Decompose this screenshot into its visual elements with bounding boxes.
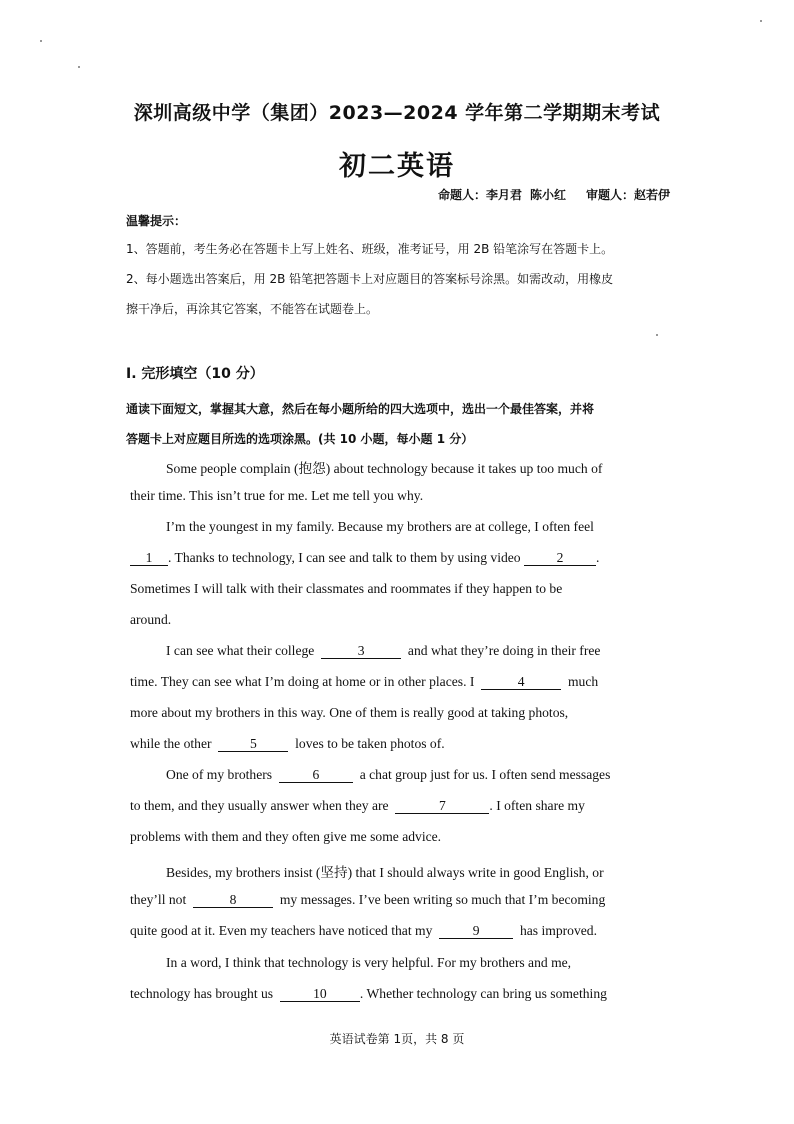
passage-text: they’ll not (130, 892, 187, 907)
passage-line (130, 550, 680, 566)
passage-line (130, 892, 680, 908)
passage-text: technology has brought us (130, 986, 274, 1001)
blank-7: 7 (395, 799, 489, 814)
instruction-line-1: 通读下面短文，掌握其大意，然后在每小题所给的四大选项中，选出一个最佳答案，并将 (126, 402, 595, 416)
passage-text: much (567, 674, 599, 689)
passage-text: loves to be taken photos of. (295, 736, 445, 751)
passage-line (130, 798, 680, 814)
instruction-line-2: 答题卡上对应题目所选的选项涂黑。(共 10 小题，每小题 1 分） (126, 432, 474, 446)
passage-line: problems with them and they often give me some advice. (130, 829, 442, 844)
blank-5: 5 (218, 737, 288, 752)
school-title: 深圳高级中学（集团）2023—2024 学年第二学期期末考试 (133, 102, 661, 124)
section-title: I. 完形填空（10 分） (126, 366, 264, 382)
passage-line: In a word, I think that technology is very helpful. For my brothers and me, (166, 955, 572, 970)
blank-3: 3 (321, 644, 401, 659)
tips-title: 温馨提示： (126, 214, 187, 228)
scan-speck (656, 334, 658, 336)
passage-text: my messages. I’ve been writing so much that I’m becoming (279, 892, 606, 907)
passage-text: has improved. (519, 923, 597, 938)
passage-line: their time. This isn’t true for me. Let me tell you why. (130, 488, 424, 503)
authors-line (430, 186, 670, 203)
passage-line (166, 643, 678, 659)
passage-text: . (596, 550, 600, 565)
reviewer-label: 审题人：赵若伊 (585, 188, 670, 202)
passage-line: more about my brothers in this way. One of them is really good at taking photos, (130, 705, 569, 720)
blank-2: 2 (524, 551, 596, 566)
passage-line (130, 674, 680, 690)
passage-line: I’m the youngest in my family. Because my brothers are at college, I often feel (166, 519, 594, 534)
passage-line: Sometimes I will talk with their classmates and roommates if they happen to be (130, 581, 563, 596)
passage-text: while the other (130, 736, 212, 751)
blank-6: 6 (279, 768, 353, 783)
passage-line (130, 986, 680, 1002)
passage-line: Besides, my brothers insist (坚持) that I should always write in good English, or (166, 865, 604, 880)
scan-speck (78, 66, 80, 68)
passage-text: to them, and they usually answer when they are (130, 798, 389, 813)
passage-text: . Whether technology can bring us something (359, 986, 607, 1001)
passage-text: a chat group just for us. I often send messages (359, 767, 611, 782)
blank-9: 9 (439, 924, 513, 939)
scan-speck (760, 20, 762, 22)
page-footer: 英语试卷第 1页，共 8 页 (329, 1032, 465, 1046)
tip-2-line-2: 擦干净后，再涂其它答案，不能答在试题卷上。 (126, 302, 379, 316)
tip-2-line-1: 2、每小题选出答案后，用 2B 铅笔把答题卡上对应题目的答案标号涂黑。如需改动，用橡皮 (126, 272, 614, 286)
setter-label: 命题人：李月君 (437, 188, 522, 202)
passage-text: . Thanks to technology, I can see and talk to them by using video (168, 550, 521, 565)
passage-line (130, 736, 680, 752)
tip-1: 1、答题前，考生务必在答题卡上写上姓名、班级，准考证号，用 2B 铅笔涂写在答题卡上。 (126, 242, 614, 256)
passage-text: I can see what their college (166, 643, 315, 658)
blank-4: 4 (481, 675, 561, 690)
passage-line: around. (130, 612, 172, 627)
passage-text: quite good at it. Even my teachers have noticed that my (130, 923, 433, 938)
scan-speck (40, 40, 42, 42)
blank-1: 1 (130, 551, 168, 566)
passage-text: One of my brothers (166, 767, 273, 782)
passage-line (130, 923, 680, 939)
passage-line: Some people complain (抱怨) about technology because it takes up too much of (166, 461, 603, 476)
subject-title: 初二英语 (339, 151, 455, 182)
blank-8: 8 (193, 893, 273, 908)
passage-text: time. They can see what I’m doing at home or in other places. I (130, 674, 475, 689)
passage-text: and what they’re doing in their free (407, 643, 601, 658)
blank-10: 10 (280, 987, 360, 1002)
section-instruction (126, 394, 682, 454)
setter-second: 陈小红 (529, 188, 566, 202)
passage-text: . I often share my (489, 798, 585, 813)
passage-line (166, 767, 678, 783)
